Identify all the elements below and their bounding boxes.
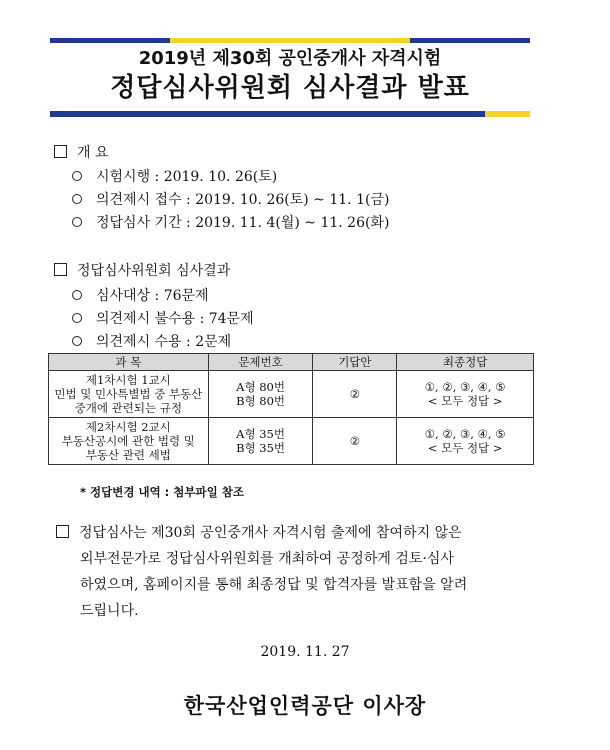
square-bullet-icon xyxy=(54,145,67,158)
final-answer-cell: ①, ②, ③, ④, ⑤ < 모두 정답 > xyxy=(397,418,534,465)
results-item: 의견제시 불수용 : 74문제 xyxy=(72,308,254,328)
announcement-paragraph xyxy=(56,520,536,624)
circle-bullet-icon xyxy=(72,313,82,323)
overview-item: 시험시행 : 2019. 10. 26(토) xyxy=(72,166,277,186)
question-number-cell: A형 80번 B형 80번 xyxy=(208,371,313,418)
paragraph-line: 정답심사는 제30회 공인중개사 자격시험 출제에 참여하지 않은 xyxy=(56,520,536,546)
results-table xyxy=(48,353,534,465)
signer-name: 한국산업인력공단 이사장 xyxy=(183,694,427,718)
paragraph-line: 외부전문가로 정답심사위원회를 개최하여 공정하게 검토·심사 xyxy=(80,551,454,567)
circle-bullet-icon xyxy=(72,290,82,300)
paragraph-line: 드립니다. xyxy=(80,603,139,619)
results-item: 의견제시 수용 : 2문제 xyxy=(72,331,231,351)
header-prior-answer: 기답안 xyxy=(313,354,397,371)
overview-item: 의견제시 접수 : 2019. 10. 26(토) ~ 11. 1(금) xyxy=(72,189,389,209)
paragraph-line: 하였으며, 홈페이지를 통해 최종정답 및 합격자를 발표함을 알려 xyxy=(80,577,468,593)
header-stripe-blue-bottom xyxy=(50,111,520,117)
document-title-line1: 2019년 제30회 공인중개사 자격시험 xyxy=(138,48,442,69)
header-stripe-yellow xyxy=(170,38,410,43)
header-final-answer: 최종정답 xyxy=(397,354,534,371)
table-row xyxy=(49,418,534,465)
results-item: 심사대상 : 76문제 xyxy=(72,285,209,305)
results-heading: 정답심사위원회 심사결과 xyxy=(54,260,230,280)
table-header-row xyxy=(49,354,534,371)
header-subject: 과 목 xyxy=(49,354,209,371)
square-bullet-icon xyxy=(56,525,69,538)
final-answer-cell: ①, ②, ③, ④, ⑤ < 모두 정답 > xyxy=(397,371,534,418)
header-stripe-blue-left xyxy=(50,38,170,43)
question-number-cell: A형 35번 B형 35번 xyxy=(208,418,313,465)
circle-bullet-icon xyxy=(72,336,82,346)
attachment-note: * 정답변경 내역 : 첨부파일 참조 xyxy=(80,485,244,499)
table-row xyxy=(49,371,534,418)
prior-answer-cell: ② xyxy=(313,418,397,465)
circle-bullet-icon xyxy=(72,217,82,227)
prior-answer-cell: ② xyxy=(313,371,397,418)
overview-item: 정답심사 기간 : 2019. 11. 4(월) ~ 11. 26(화) xyxy=(72,212,389,232)
overview-heading: 개 요 xyxy=(54,142,109,162)
circle-bullet-icon xyxy=(72,194,82,204)
circle-bullet-icon xyxy=(72,171,82,181)
document-title-line2: 정답심사위원회 심사결과 발표 xyxy=(110,73,470,103)
subject-cell: 제2차시험 2교시 부동산공시에 관한 법령 및 부동산 관련 세법 xyxy=(49,418,209,465)
square-bullet-icon xyxy=(54,263,67,276)
subject-cell: 제1차시험 1교시 민법 및 민사특별법 중 부동산 중개에 관련되는 규정 xyxy=(49,371,209,418)
header-stripe-yellow-bottom xyxy=(485,111,530,117)
announcement-date: 2019. 11. 27 xyxy=(260,644,350,660)
header-question-number: 문제번호 xyxy=(208,354,313,371)
header-stripe-blue-right xyxy=(410,38,530,43)
